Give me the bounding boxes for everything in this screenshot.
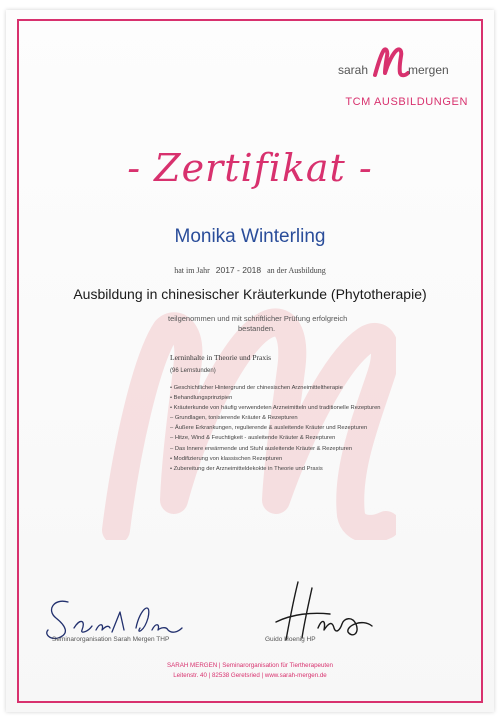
year-value: 2017 - 2018 xyxy=(215,265,262,275)
recipient-name: Monika Winterling xyxy=(174,226,326,247)
list-item: • Behandlungsprinzipien xyxy=(170,395,233,402)
list-item: • Kräuterkunde von häufig verwendeten Arzneimitteln und traditionelle Rezepturen xyxy=(170,405,381,412)
list-item: • Zubereitung der Arzneimitteldekokte in Theorie und Praxis xyxy=(170,465,323,472)
passed-line-1: teilgenommen und mit schriftlicher Prüfung erfolgreich xyxy=(168,314,348,323)
brand-logo xyxy=(338,40,468,110)
hours-note: (96 Lernstunden) xyxy=(170,368,216,374)
logo-m-icon xyxy=(372,46,410,78)
signature-right-label: Guido Hoenig HP xyxy=(265,636,316,643)
passed-line-2: bestanden. xyxy=(238,324,276,333)
certificate-title: - Zertifikat - xyxy=(127,146,373,190)
footer-line-2: Leitenstr. 40 | 82538 Geretsried | www.sarah-mergen.de xyxy=(173,672,327,679)
year-statement xyxy=(0,265,500,275)
content-heading: Lerninhalte in Theorie und Praxis xyxy=(170,353,272,362)
passed-statement xyxy=(168,314,408,334)
footer-line-1: SARAH MERGEN | Seminarorganisation für Tiertherapeuten xyxy=(167,662,333,669)
list-item: • Geschichtlicher Hintergrund der chinesischen Arzneimitteltherapie xyxy=(170,385,343,391)
signature-left-label: Seminarorganisation Sarah Mergen THP xyxy=(52,636,170,643)
content-list xyxy=(170,383,450,474)
list-item: – Hitze, Wind & Feuchtigkeit - ausleitende Kräuter & Rezepturen xyxy=(170,435,336,442)
year-prefix: hat im Jahr xyxy=(174,266,210,275)
list-item: • Modifizierung von klassischen Rezepturen xyxy=(170,455,283,462)
list-item: – Das Innere erwärmende und Stuhl ausleitende Kräuter & Rezepturen xyxy=(170,445,353,452)
logo-word-mergen: mergen xyxy=(408,63,449,77)
course-title: Ausbildung in chinesischer Kräuterkunde (Phytotherapie) xyxy=(73,286,427,302)
logo-subtitle: TCM AUSBILDUNGEN xyxy=(345,96,468,108)
list-item: – Grundlagen, tonisierende Kräuter & Rezepturen xyxy=(170,415,298,422)
list-item: – Äußere Erkrankungen, regulierende & ausleitende Kräuter und Rezepturen xyxy=(170,425,368,432)
footer-address xyxy=(0,661,500,681)
year-suffix: an der Ausbildung xyxy=(267,266,326,275)
logo-word-sarah: sarah xyxy=(338,63,369,77)
